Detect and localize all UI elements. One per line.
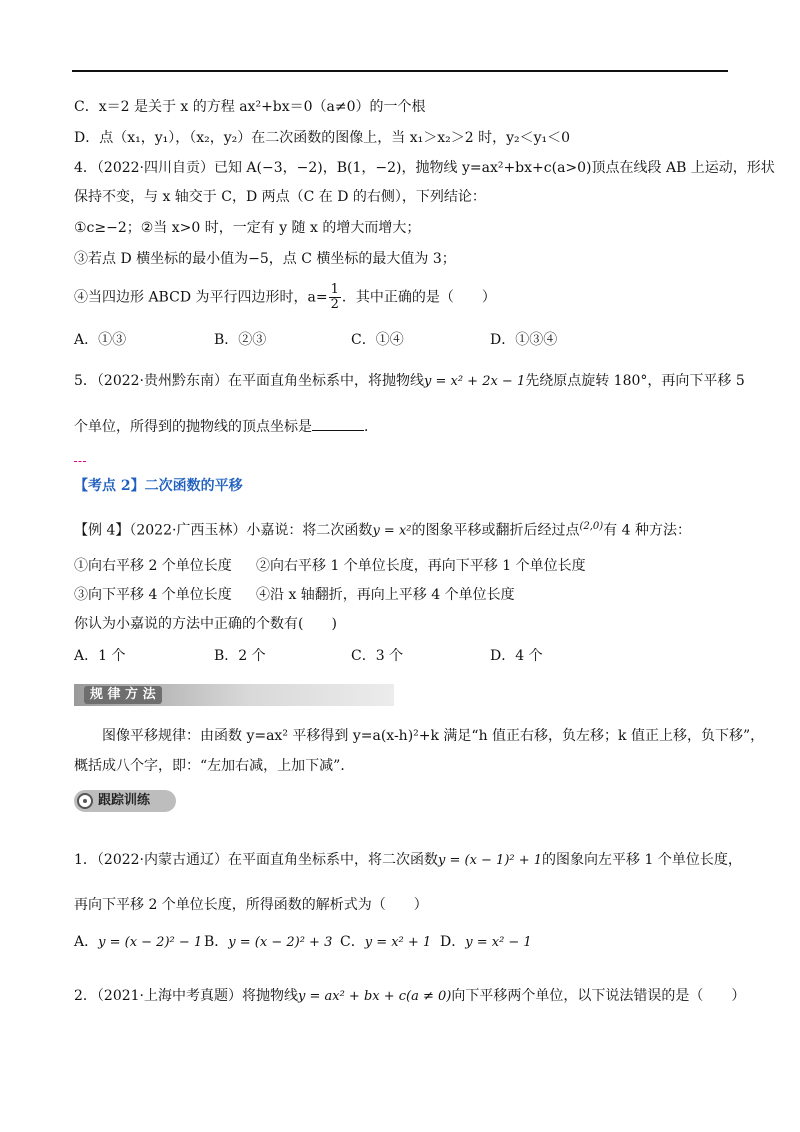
- example4-equation: y = x²: [372, 523, 412, 539]
- tracking-banner-label: 跟踪训练: [98, 793, 151, 808]
- target-icon: [77, 793, 93, 809]
- method-line1: 图像平移规律：由函数 y=ax² 平移得到 y=a(x-h)²+k 满足“h 值正右移，负左移；k 值正上移，负下移”，: [102, 728, 765, 744]
- answer-blank[interactable]: [312, 417, 364, 431]
- tracking-banner: [74, 790, 176, 812]
- example4-option-b: B．2 个: [214, 648, 266, 664]
- q4-line1: 4．（2022·四川自贡）已知 A(−3，−2)，B(1，−2)，抛物线 y=ax²+bx+c(a>0)顶点在线段 AB 上运动，形状: [74, 160, 775, 176]
- t1-option-d: [440, 932, 532, 953]
- t1-line2: 再向下平移 2 个单位长度，所得函数的解析式为（ ）: [74, 897, 428, 913]
- t2-b: 向下平移两个单位，以下说法错误的是（ ）: [451, 988, 746, 1004]
- fraction-numerator: 1: [330, 282, 339, 297]
- q4-line5-b: ．其中正确的是（ ）: [341, 289, 496, 306]
- method-banner: [74, 684, 394, 706]
- q4-option-a: A．①③: [74, 332, 127, 348]
- t1-option-d-eq: y = x² − 1: [465, 935, 532, 950]
- example4-option-d: D．4 个: [490, 648, 543, 664]
- q5-line2-a: 个单位，所得到的抛物线的顶点坐标是: [74, 419, 312, 435]
- t2-line: [74, 986, 745, 1007]
- example4-line: [74, 517, 691, 542]
- t1-option-c-label: C．: [340, 934, 365, 950]
- example4-a: 【例 4】（2022·广西玉林）小嘉说：将二次函数: [74, 522, 373, 539]
- t1-line1-b: 的图象向左平移 1 个单位长度，: [542, 852, 742, 868]
- q5-line1-a: 5．（2022·贵州黔东南）在平面直角坐标系中，将抛物线: [74, 373, 424, 389]
- q5-line1-b: 先绕原点旋转 180°，再向下平移 5: [525, 373, 745, 389]
- section-title-kp2: 【考点 2】二次函数的平移: [74, 478, 243, 494]
- q4-line3: ①c≥−2；②当 x>0 时，一定有 y 随 x 的增大而增大；: [74, 220, 421, 236]
- q5-line1: [74, 371, 745, 392]
- example4-method-4: ④沿 x 轴翻折，再向上平移 4 个单位长度: [256, 587, 515, 603]
- method-line2: 概括成八个字，即：“左加右减，上加下减”．: [74, 758, 355, 774]
- fraction-one-half: [329, 283, 341, 312]
- example4-question: 你认为小嘉说的方法中正确的个数有( ): [74, 616, 337, 632]
- q4-line4: ③若点 D 横坐标的最小值为−5，点 C 横坐标的最大值为 3；: [74, 251, 456, 267]
- q4-line5-a: ④当四边形 ABCD 为平行四边形时，a=: [74, 289, 328, 306]
- example4-option-c: C．3 个: [351, 648, 404, 664]
- q4-option-b: B．②③: [214, 332, 267, 348]
- example4-c: 有 4 种方法：: [603, 522, 692, 539]
- q4-line2: 保持不变，与 x 轴交于 C，D 两点（C 在 D 的右侧），下列结论：: [74, 189, 486, 205]
- t1-option-d-label: D．: [440, 934, 466, 950]
- example4-method-1: ①向右平移 2 个单位长度: [74, 558, 232, 574]
- q5-line2-b: ．: [364, 419, 378, 435]
- t2-equation: y = ax² + bx + c(a ≠ 0): [298, 989, 452, 1004]
- t1-option-a-eq: y = (x − 2)² − 1: [98, 935, 203, 950]
- q4-option-c: C．①④: [351, 332, 404, 348]
- t1-option-c-eq: y = x² + 1: [364, 935, 432, 950]
- t1-option-a-label: A．: [74, 934, 99, 950]
- t1-line1-a: 1．（2022·内蒙古通辽）在平面直角坐标系中，将二次函数: [74, 852, 438, 868]
- q5-line2: [74, 417, 378, 437]
- q4-option-d: D．①③④: [490, 332, 558, 348]
- separator-mark: [74, 461, 86, 464]
- option-c: C．x＝2 是关于 x 的方程 ax²+bx＝0（a≠0）的一个根: [74, 99, 426, 115]
- t1-option-a: [74, 932, 202, 953]
- header-rule: [72, 70, 728, 72]
- example4-method-2: ②向右平移 1 个单位长度，再向下平移 1 个单位长度: [256, 558, 586, 574]
- fraction-denominator: 2: [330, 297, 339, 312]
- example4-option-a: A．1 个: [74, 648, 126, 664]
- q4-line5: [74, 283, 496, 312]
- example4-point: (2,0): [579, 521, 604, 532]
- example4-method-3: ③向下平移 4 个单位长度: [74, 587, 232, 603]
- t1-option-b: [204, 932, 332, 953]
- t2-a: 2．（2021·上海中考真题）将抛物线: [74, 988, 298, 1004]
- t1-option-b-label: B．: [204, 934, 229, 950]
- t1-option-b-eq: y = (x − 2)² + 3: [228, 935, 333, 950]
- t1-option-c: [340, 932, 431, 953]
- q5-equation: y = x² + 2x − 1: [424, 374, 526, 389]
- option-d: D．点（x₁，y₁），（x₂，y₂）在二次函数的图像上，当 x₁＞x₂＞2 时，y₂＜y₁＜0: [74, 130, 571, 146]
- method-banner-label: 规 律 方 法: [84, 686, 162, 704]
- t1-line1: [74, 850, 742, 871]
- t1-equation: y = (x − 1)² + 1: [438, 853, 543, 868]
- example4-b: 的图象平移或翻折后经过点: [411, 522, 580, 539]
